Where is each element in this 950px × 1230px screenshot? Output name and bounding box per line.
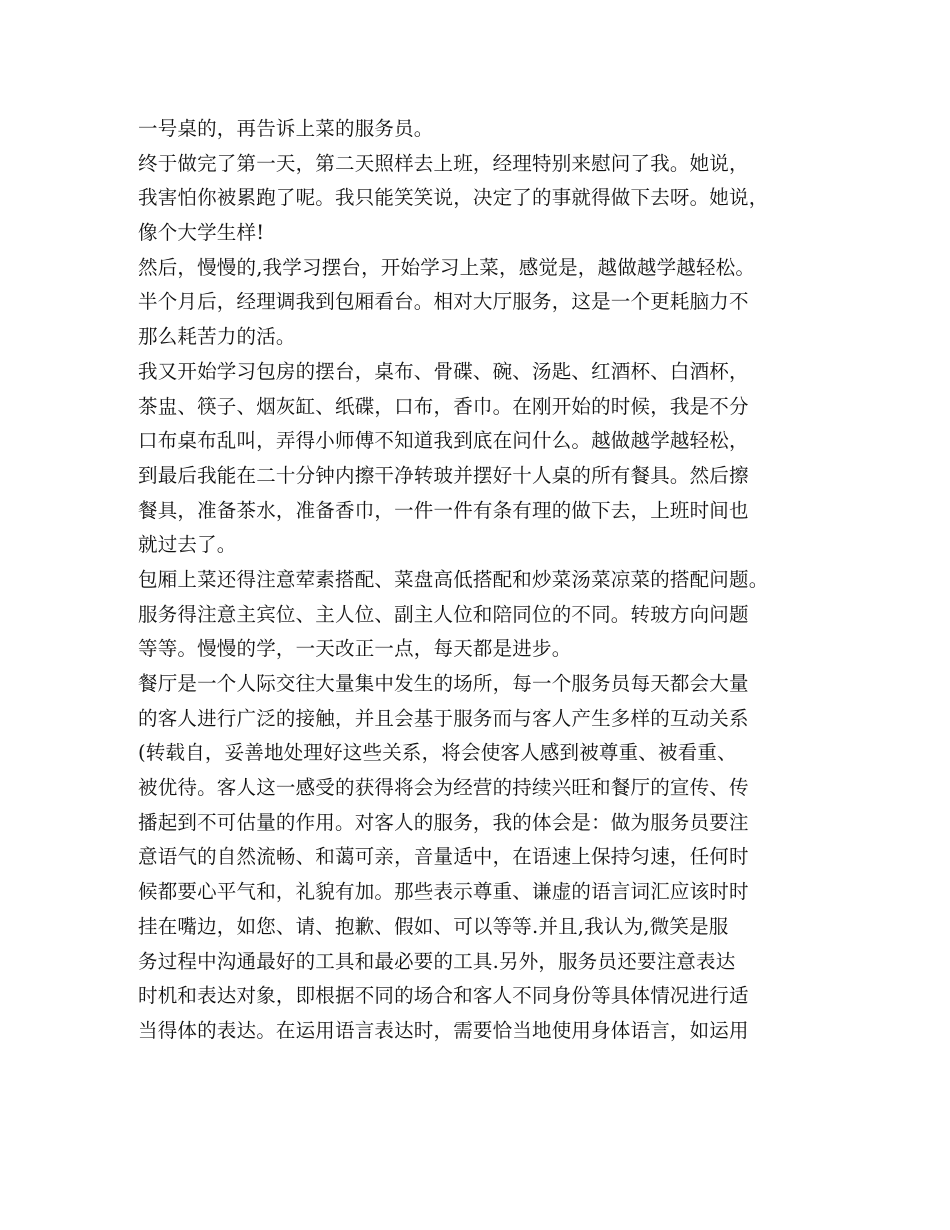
text-line: 候都要心平气和，礼貌有加。那些表示尊重、谦虚的语言词汇应该时时 [138,880,749,904]
text-line: 就过去了。 [138,533,237,557]
text-line: 我又开始学习包房的摆台，桌布、骨碟、碗、汤匙、红酒杯、白酒杯， [138,359,749,383]
text-line: 等等。慢慢的学，一天改正一点，每天都是进步。 [138,637,572,661]
text-line: 餐具，准备茶水，准备香巾，一件一件有条有理的做下去，上班时间也 [138,498,749,522]
text-line: 茶盅、筷子、烟灰缸、纸碟，口布，香巾。在刚开始的时候，我是不分 [138,394,749,418]
text-line: (转载自，妥善地处理好这些关系，将会使客人感到被尊重、被看重、 [138,741,737,765]
body-text [138,112,838,1049]
text-line: 我害怕你被累跑了呢。我只能笑笑说，决定了的事就得做下去呀。她说， [138,186,769,210]
text-line: 那么耗苦力的活。 [138,325,296,349]
text-line: 终于做完了第一天，第二天照样去上班，经理特别来慰问了我。她说， [138,151,749,175]
text-line: 餐厅是一个人际交往大量集中发生的场所，每一个服务员每天都会大量 [138,672,749,695]
text-line: 被优待。客人这一感受的获得将会为经营的持续兴旺和餐厅的宣传、传 [138,776,749,800]
text-line: 服务得注意主宾位、主人位、副主人位和陪同位的不同。转玻方向问题 [138,602,749,626]
text-line: 一号桌的，再告诉上菜的服务员。 [138,117,434,140]
text-line: 包厢上菜还得注意荤素搭配、菜盘高低搭配和炒菜汤菜凉菜的搭配问题。 [138,567,769,591]
text-line: 时机和表达对象，即根据不同的场合和客人不同身份等具体情况进行适 [138,984,749,1008]
text-line: 的客人进行广泛的接触，并且会基于服务而与客人产生多样的互动关系 [138,706,749,730]
text-line: 意语气的自然流畅、和蔼可亲，音量适中，在语速上保持匀速，任何时 [138,845,749,869]
text-line: 播起到不可估量的作用。对客人的服务，我的体会是：做为服务员要注 [138,810,749,834]
text-line: 然后，慢慢的,我学习摆台，开始学习上菜，感觉是，越做越学越轻松。 [138,255,756,279]
text-line: 务过程中沟通最好的工具和最必要的工具.另外，服务员还要注意表达 [138,949,736,973]
text-line: 挂在嘴边，如您、请、抱歉、假如、可以等等.并且,我认为,微笑是服 [138,914,729,938]
text-line: 像个大学生样! [138,221,265,245]
text-line: 到最后我能在二十分钟内擦干净转玻并摆好十人桌的所有餐具。然后擦 [138,463,749,487]
text-line: 当得体的表达。在运用语言表达时，需要恰当地使用身体语言，如运用 [138,1018,749,1042]
text-line: 半个月后，经理调我到包厢看台。相对大厅服务，这是一个更耗脑力不 [138,290,749,314]
text-line: 口布桌布乱叫，弄得小师傅不知道我到底在问什么。越做越学越轻松， [138,429,749,453]
